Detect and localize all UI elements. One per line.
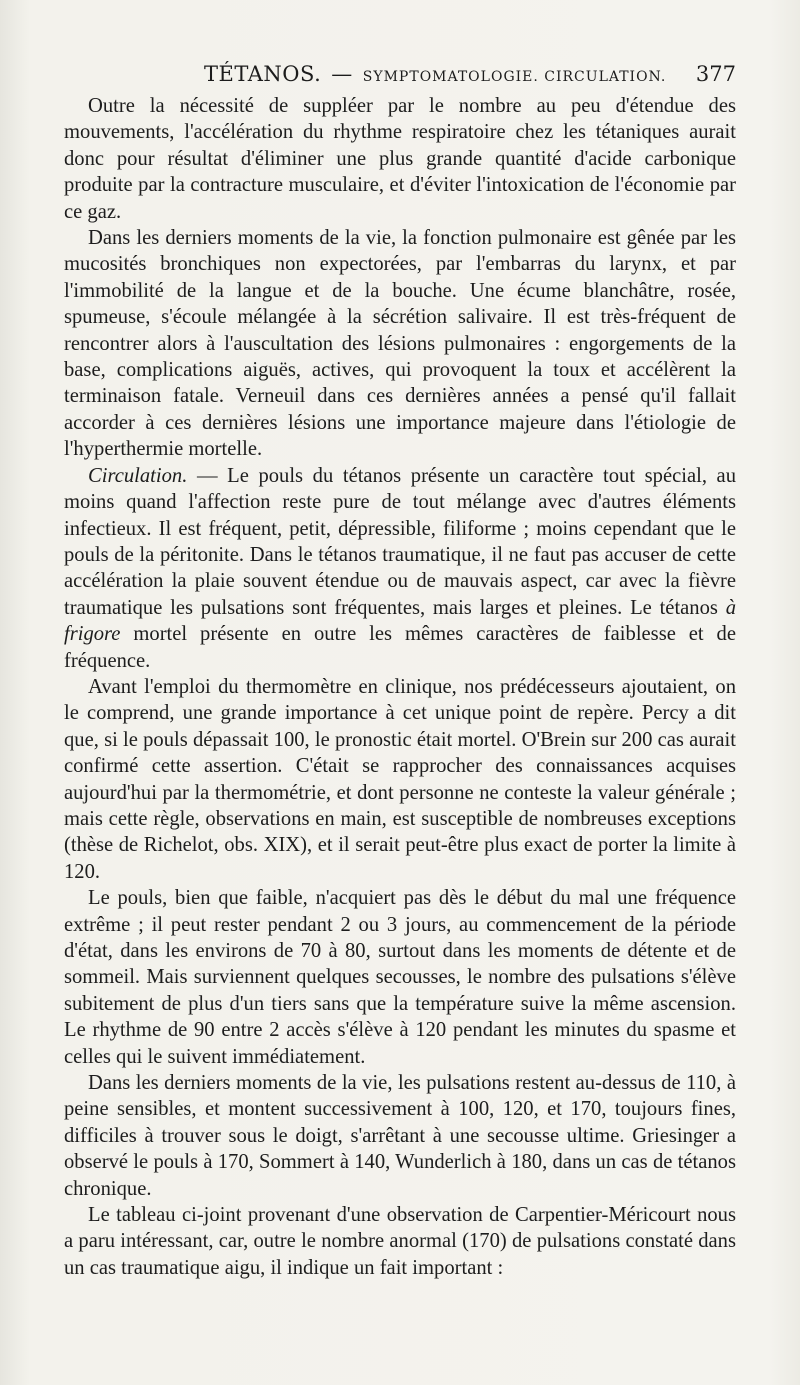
paragraph-thermometer: Avant l'emploi du thermomètre en clinique, nos prédécesseurs ajoutaient, on le comprend, une grande importance à cet unique point de repère. Percy a dit que, si le pouls dépassait 100, le pronostic était mortel. O'Brein sur 200 cas aurait confirmé cette assertion. C'était se rapprocher des connaissances acquises aujourd'hui par la thermométrie, et dont personne ne conteste la valeur générale ; mais cette règle, observations en main, est susceptible de nombreuses exceptions (thèse de Richelot, obs. XIX), et il serait peut-être plus exact de porter la limite à 120. bbox=[64, 675, 736, 883]
paragraph-table-intro: Le tableau ci-joint provenant d'une observation de Carpentier-Méricourt nous a paru intéressant, car, outre le nombre anormal (170) de pulsations constaté dans un cas traumatique aigu, il indique un fait important : bbox=[64, 1204, 736, 1279]
section-heading-circulation: Circulation. bbox=[88, 464, 188, 487]
paragraph-circulation-text: — Le pouls du tétanos présente un caractère tout spécial, au moins quand l'affection reste pure de tout mélange avec d'autres éléments infectieux. Il est fréquent, petit, dépressible, filiforme ; moins cependant que le pouls de la péritonite. Dans le tétanos traumatique, il ne faut pas accuser de cette accélération la plaie souvent étendue ou de mauvais aspect, car avec la fièvre traumatique les pulsations sont fréquentes, mais larges et pleines. Le tétanos bbox=[64, 464, 736, 619]
page-number: 377 bbox=[695, 62, 736, 86]
paragraph-circulation bbox=[64, 463, 736, 674]
running-title bbox=[204, 62, 666, 86]
running-header bbox=[64, 60, 736, 90]
paragraph-pulse-frequency: Le pouls, bien que faible, n'acquiert pas dès le début du mal une fréquence extrême ; il peut rester pendant 2 ou 3 jours, au commencement de la période d'état, dans les environs de 70 à 80, surtout dans les moments de détente et de sommeil. Mais surviennent quelques secousses, le nombre des pulsations s'élève subitement de plus d'un tiers sans que la température suive la même ascension. Le rhythme de 90 entre 2 accès s'élève à 120 pendant les minutes du spasme et celles qui le suivent immédiatement. bbox=[64, 887, 736, 1068]
header-dash: — bbox=[331, 62, 353, 86]
latin-term: à frigore bbox=[64, 596, 736, 646]
paragraph-last-moments: Dans les derniers moments de la vie, les pulsations restent au-dessus de 110, à peine sensibles, et montent successivement à 100, 120, et 170, toujours fines, difficiles à trouver sous le doigt, s'arrêtant à une secousse ultime. Griesinger a observé le pouls à 170, Sommert à 140, Wunderlich à 180, dans un cas de tétanos chronique. bbox=[64, 1072, 736, 1200]
paragraph-pulmonary: Dans les derniers moments de la vie, la fonction pulmonaire est gênée par les mucosités bronchiques non expectorées, par l'embarras du larynx, et par l'immobilité de la langue et de la bouche. Une écume blanchâtre, rosée, spumeuse, s'écoule mélangée à la sécrétion salivaire. Il est très-fréquent de rencontrer alors à l'auscultation des lésions pulmonaires : engorgements de la base, complications aiguës, actives, qui provoquent la toux et accélèrent la terminaison fatale. Verneuil dans ces dernières années a pensé qu'il fallait accorder à ces dernières lésions une importance majeure dans l'étiologie de l'hyperthermie mortelle. bbox=[64, 227, 736, 461]
paragraph-circulation-text-end: mortel présente en outre les mêmes caractères de faiblesse et de fréquence. bbox=[64, 623, 736, 672]
body-text bbox=[64, 93, 736, 1281]
paragraph-respiration: Outre la nécessité de suppléer par le nombre au peu d'étendue des mouvements, l'accélération du rhythme respiratoire chez les tétaniques aurait donc pour résultat d'éliminer une plus grande quantité d'acide carbonique produite par la contracture musculaire, et d'éviter l'intoxication de l'économie par ce gaz. bbox=[64, 95, 736, 223]
header-subtitle: SYMPTOMATOLOGIE. CIRCULATION. bbox=[362, 69, 667, 85]
header-title: TÉTANOS. bbox=[204, 62, 322, 86]
